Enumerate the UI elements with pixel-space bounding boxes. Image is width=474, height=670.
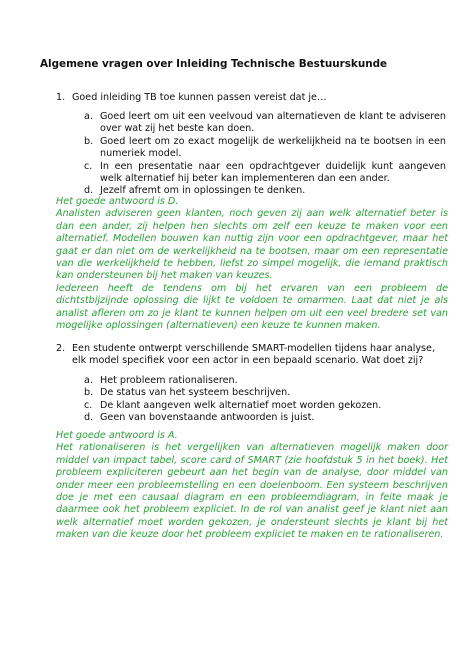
option-2c (84, 400, 446, 412)
option-letter: d. (84, 412, 94, 424)
option-text: Jezelf afremt om in oplossingen te denken. (100, 185, 306, 197)
option-1b (84, 136, 446, 161)
option-2b (84, 387, 446, 399)
answer-paragraph: Het rationaliseren is het vergelijken van alternatieven mogelijk maken door middel van impact tabel, score card of SMART (zie hoofdstuk 5 in het boek). Het probleem expliciteren gebeurt aan het begin van de analyse, door middel van onder meer een probleemstelling en een doelenboom. Een systeem beschrijven doe je met een causaal diagram en een probleemdiagram, in feite maak je daarmee ook het probleem expliciet. In de rol van analist geef je klant niet aan welk alternatief moet worden gekozen, je ondersteunt slechts je klant bij het maken van die keuze door het probleem expliciet te maken en te rationaliseren. (56, 442, 448, 541)
option-text: De status van het systeem beschrijven. (100, 387, 291, 399)
answer-heading: Het goede antwoord is A. (56, 430, 178, 441)
question-2-options (84, 375, 446, 425)
answer-paragraph: Iedereen heeft de tendens om bij het ervaren van een probleem de dichtstbijzijnde oplossing die lijkt te voldoen te omarmen. Laat dat niet je als analist afleren om zo je klant te kunnen helpen om uit een veel bredere set van mogelijke oplossingen (alternatieven) een keuze te kunnen maken. (56, 282, 448, 332)
document-title: Algemene vragen over Inleiding Technische Bestuurskunde (40, 58, 388, 70)
option-letter: b. (84, 135, 94, 147)
question-2 (56, 343, 438, 368)
question-1-number: 1. (56, 92, 66, 103)
question-1 (56, 92, 438, 104)
option-text: Geen van bovenstaande antwoorden is juist. (100, 412, 315, 424)
question-2-number: 2. (56, 343, 66, 354)
option-2a (84, 375, 446, 387)
option-text: De klant aangeven welk alternatief moet worden gekozen. (100, 399, 382, 411)
answer-heading: Het goede antwoord is D. (56, 196, 179, 207)
option-text: Het probleem rationaliseren. (100, 375, 238, 386)
option-2d (84, 412, 446, 424)
option-1a (84, 111, 446, 136)
option-letter: a. (84, 111, 93, 122)
question-1-text: Goed inleiding TB toe kunnen passen vereist dat je… (72, 92, 327, 103)
option-letter: a. (84, 375, 93, 386)
option-text: Goed leert om uit een veelvoud van alternatieven de klant te adviseren over wat zij het beste kan doen. (100, 111, 446, 135)
option-letter: c. (84, 399, 93, 411)
option-letter: d. (84, 185, 94, 197)
answer-paragraph: Analisten adviseren geen klanten, noch geven zij aan welk alternatief beter is dan een ander, zij helpen hen slechts om zelf een keuze te maken voor een alternatief. Modellen bouwen kan nuttig zijn voor een opdrachtgever, maar het gaat er dan niet om de werkelijkheid na te bootsen, maar om een representatie van die werkelijkheid te hebben, liefst zo simpel mogelijk, die iemand praktisch kan ondersteunen bij het maken van keuzes. (56, 208, 448, 282)
question-2-answer (56, 430, 448, 542)
question-1-answer (56, 196, 448, 332)
option-1c (84, 161, 446, 186)
question-1-options (84, 111, 446, 198)
option-text: Goed leert om zo exact mogelijk de werkelijkheid na te bootsen in een numeriek model. (100, 135, 446, 160)
option-text: In een presentatie naar een opdrachtgever duidelijk kunt aangeven welk alternatief hij beter kan implementeren dan een ander. (100, 160, 446, 185)
option-letter: c. (84, 160, 93, 172)
question-2-text: Een studente ontwerpt verschillende SMART-modellen tijdens haar analyse, elk model specifiek voor een actor in een bepaald scenario. Wat doet zij? (72, 343, 436, 367)
option-letter: b. (84, 387, 94, 399)
